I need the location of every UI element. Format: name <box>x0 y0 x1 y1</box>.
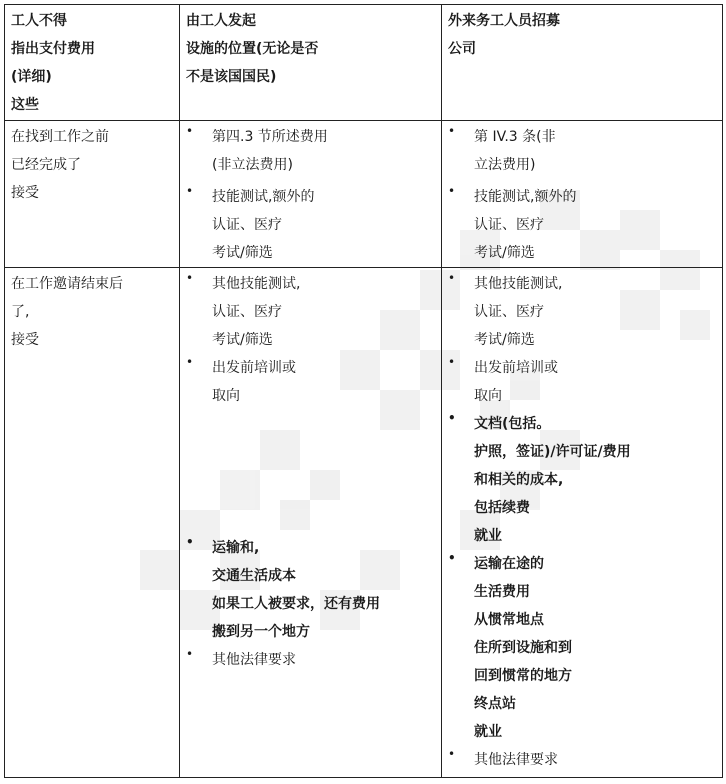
list-item-line: 文档(包括。 <box>474 416 551 432</box>
recruiter-cell <box>442 121 723 268</box>
list-item-line: 认证、医疗 <box>212 304 282 320</box>
list-item-line: 就业 <box>474 724 502 740</box>
list-item <box>448 123 716 179</box>
list-item <box>448 410 716 550</box>
list-item-line: (非立法费用) <box>212 157 293 173</box>
header-line: 指出支付费用 <box>11 41 95 57</box>
header-line: 公司 <box>448 41 476 57</box>
bullet-icon: • <box>186 355 194 369</box>
list-item-line: 其他法律要求 <box>212 652 296 668</box>
bullet-icon: • <box>186 271 194 285</box>
facility-cell <box>180 121 442 268</box>
list-item <box>186 534 435 646</box>
header-line: 设施的位置(无论是否 <box>186 41 319 57</box>
facility-cell <box>180 268 442 778</box>
header-line: (详细) <box>11 69 52 85</box>
list-item-line: 住所到设施和到 <box>474 640 572 656</box>
row-label-cell <box>5 268 180 778</box>
list-item-line: 护照，签证)/许可证/费用 <box>474 444 631 460</box>
list-item-line: 考试/筛选 <box>212 245 273 261</box>
list-item-line: 终点站 <box>474 696 516 712</box>
bullet-list <box>448 123 716 267</box>
bullet-icon: • <box>448 411 456 425</box>
list-item-line: 出发前培训或 <box>212 360 296 376</box>
list-item-line: 包括续费 <box>474 500 530 516</box>
list-item-line: 取向 <box>474 388 502 404</box>
header-line: 由工人发起 <box>186 13 256 29</box>
bullet-list <box>448 270 716 774</box>
table-header-row <box>5 5 723 121</box>
bullet-icon: • <box>186 535 194 549</box>
list-item <box>186 646 435 674</box>
list-item <box>448 183 716 267</box>
table-row-before-offer <box>5 121 723 268</box>
list-item-line: 考试/筛选 <box>474 245 535 261</box>
bullet-icon: • <box>448 184 456 198</box>
row-label-line: 了, <box>11 304 30 320</box>
list-item-line: 认证、医疗 <box>474 304 544 320</box>
list-item-line: 从惯常地点 <box>474 612 544 628</box>
header-cell-facility <box>180 5 442 121</box>
list-item-line: 立法费用) <box>474 157 536 173</box>
bullet-icon: • <box>448 271 456 285</box>
list-item-line: 第 IV.3 条(非 <box>474 129 556 145</box>
header-line: 外来务工人员招募 <box>448 13 560 29</box>
list-item <box>448 550 716 746</box>
list-item-line: 出发前培训或 <box>474 360 558 376</box>
list-item-line: 技能测试,额外的 <box>212 189 315 205</box>
row-label-line: 在工作邀请结束后 <box>11 276 123 292</box>
header-cell-worker <box>5 5 180 121</box>
list-item <box>186 183 435 267</box>
list-item-line: 运输和, <box>212 540 260 556</box>
bullet-icon: • <box>186 647 194 661</box>
header-cell-recruiter <box>442 5 723 121</box>
header-line: 这些 <box>11 97 39 113</box>
row-label-line: 接受 <box>11 185 39 201</box>
list-item-line: 考试/筛选 <box>474 332 535 348</box>
list-item-line: 生活费用 <box>474 584 530 600</box>
header-line: 工人不得 <box>11 13 67 29</box>
row-label-cell <box>5 121 180 268</box>
bullet-icon: • <box>448 124 456 138</box>
list-item-line: 认证、医疗 <box>474 217 544 233</box>
bullet-list <box>186 270 435 674</box>
list-item-line: 和相关的成本, <box>474 472 564 488</box>
list-item-line: 交通生活成本 <box>212 568 296 584</box>
list-item <box>186 354 435 410</box>
bullet-icon: • <box>186 124 194 138</box>
list-item <box>448 354 716 410</box>
bullet-icon: • <box>186 184 194 198</box>
row-label-line: 接受 <box>11 332 39 348</box>
list-item-line: 其他法律要求 <box>474 752 558 768</box>
list-item-line: 取向 <box>212 388 240 404</box>
list-item-line: 搬到另一个地方 <box>212 624 310 640</box>
recruiter-cell <box>442 268 723 778</box>
list-item <box>448 746 716 774</box>
list-item-line: 运输在途的 <box>474 556 544 572</box>
header-line: 不是该国国民) <box>186 69 277 85</box>
list-item <box>186 123 435 179</box>
bullet-icon: • <box>448 747 456 761</box>
list-item-line: 其他技能测试, <box>474 276 563 292</box>
row-label-line: 在找到工作之前 <box>11 129 109 145</box>
row-label-line: 已经完成了 <box>11 157 81 173</box>
list-item <box>448 270 716 354</box>
list-item-line: 其他技能测试, <box>212 276 301 292</box>
list-item-line: 认证、医疗 <box>212 217 282 233</box>
bullet-icon: • <box>448 355 456 369</box>
list-item-line: 技能测试,额外的 <box>474 189 577 205</box>
list-item-line: 如果工人被要求，还有费用 <box>212 596 380 612</box>
list-item-line: 第四.3 节所述费用 <box>212 129 328 145</box>
list-item-line: 就业 <box>474 528 502 544</box>
list-item <box>186 270 435 354</box>
fee-responsibility-table <box>4 4 723 778</box>
list-item-line: 考试/筛选 <box>212 332 273 348</box>
list-item-line: 回到惯常的地方 <box>474 668 572 684</box>
bullet-icon: • <box>448 551 456 565</box>
bullet-list <box>186 123 435 267</box>
table-row-after-offer <box>5 268 723 778</box>
